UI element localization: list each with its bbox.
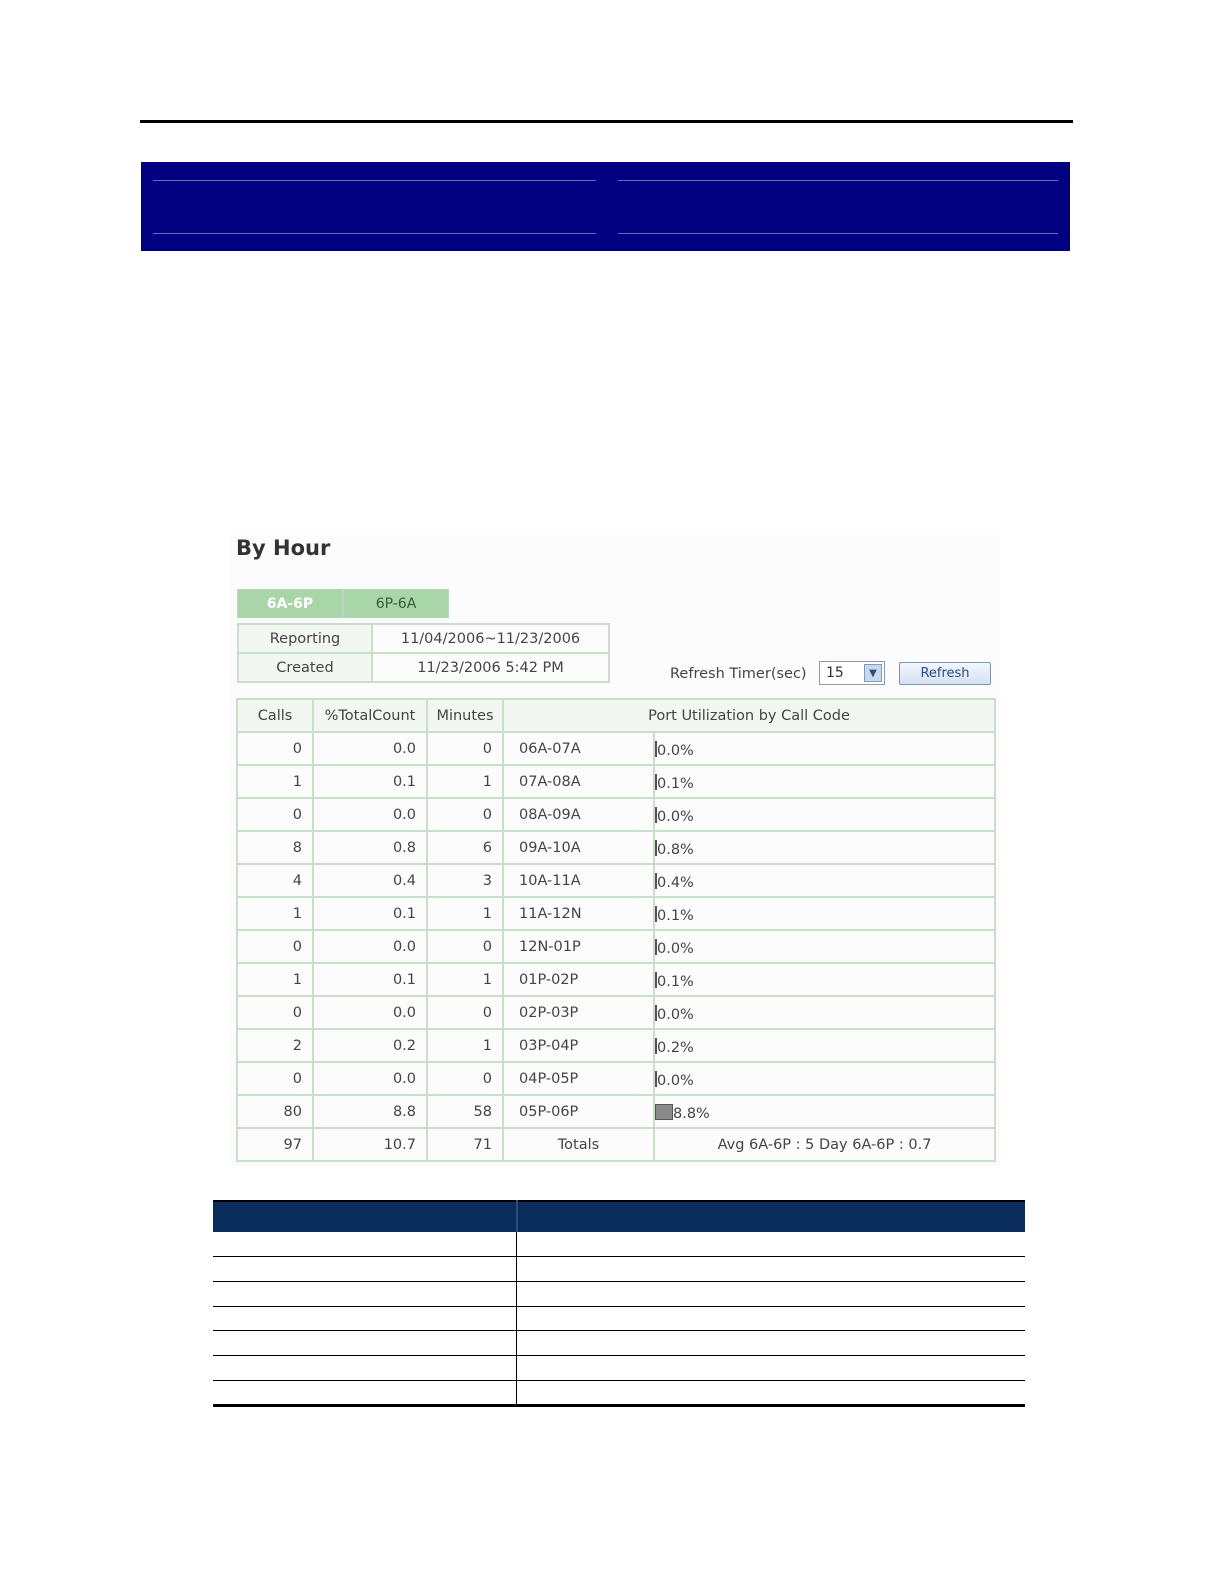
refresh-button[interactable]: Refresh [899, 662, 991, 685]
table-row [237, 897, 995, 930]
created-value: 11/23/2006 5:42 PM [372, 653, 609, 682]
spec-row-line [213, 1355, 1025, 1356]
cell-call-code: 04P-05P [503, 1062, 654, 1095]
table-header-row [237, 699, 995, 732]
cell-utilization [654, 930, 995, 963]
table-row [237, 798, 995, 831]
utilization-text: 0.1% [657, 973, 694, 990]
cell-call-code: 03P-04P [503, 1029, 654, 1062]
cell-call-code: 02P-03P [503, 996, 654, 1029]
table-row [237, 732, 995, 765]
utilization-text: 0.0% [657, 940, 694, 957]
cell-calls: 1 [237, 897, 313, 930]
cell-calls: 80 [237, 1095, 313, 1128]
header-banner [141, 162, 1070, 251]
cell-call-code: 05P-06P [503, 1095, 654, 1128]
spec-row-line [213, 1281, 1025, 1282]
cell-utilization [654, 996, 995, 1029]
banner-line [153, 180, 596, 181]
totals-minutes: 71 [427, 1128, 503, 1161]
header-minutes: Minutes [427, 699, 503, 732]
utilization-text: 0.8% [657, 841, 694, 858]
tab-6p-6a[interactable]: 6P-6A [343, 589, 449, 618]
cell-pct-total: 0.4 [313, 864, 427, 897]
cell-utilization [654, 897, 995, 930]
spec-header-divider [516, 1200, 518, 1232]
report-info-table [237, 623, 610, 683]
cell-utilization [654, 798, 995, 831]
table-row [237, 996, 995, 1029]
cell-minutes: 0 [427, 732, 503, 765]
cell-utilization [654, 1095, 995, 1128]
cell-utilization [654, 864, 995, 897]
banner-line [618, 233, 1058, 234]
cell-calls: 0 [237, 798, 313, 831]
cell-call-code: 08A-09A [503, 798, 654, 831]
utilization-text: 0.0% [657, 1006, 694, 1023]
tab-6a-6p[interactable]: 6A-6P [237, 589, 343, 618]
refresh-timer-label: Refresh Timer(sec) [670, 666, 807, 682]
cell-calls: 4 [237, 864, 313, 897]
cell-call-code: 12N-01P [503, 930, 654, 963]
banner-line [153, 233, 596, 234]
utilization-text: 0.0% [657, 808, 694, 825]
utilization-text: 0.2% [657, 1039, 694, 1056]
cell-minutes: 58 [427, 1095, 503, 1128]
spec-table-header [213, 1200, 1025, 1232]
refresh-timer-select[interactable] [819, 661, 885, 685]
cell-minutes: 1 [427, 897, 503, 930]
totals-pct: 10.7 [313, 1128, 427, 1161]
chevron-down-icon[interactable]: ▼ [864, 664, 882, 682]
reporting-value: 11/04/2006~11/23/2006 [372, 624, 609, 653]
cell-pct-total: 0.8 [313, 831, 427, 864]
cell-utilization [654, 732, 995, 765]
table-row [237, 864, 995, 897]
utilization-text: 0.0% [657, 1072, 694, 1089]
utilization-text: 8.8% [673, 1105, 710, 1122]
cell-pct-total: 0.0 [313, 1062, 427, 1095]
info-row-created [238, 653, 609, 682]
table-row [237, 930, 995, 963]
cell-calls: 8 [237, 831, 313, 864]
cell-calls: 0 [237, 930, 313, 963]
cell-pct-total: 0.0 [313, 798, 427, 831]
table-row [237, 963, 995, 996]
cell-pct-total: 0.1 [313, 963, 427, 996]
cell-pct-total: 0.1 [313, 765, 427, 798]
cell-call-code: 06A-07A [503, 732, 654, 765]
cell-minutes: 0 [427, 798, 503, 831]
cell-call-code: 01P-02P [503, 963, 654, 996]
utilization-text: 0.1% [657, 907, 694, 924]
spec-table [213, 1200, 1025, 1407]
cell-calls: 0 [237, 996, 313, 1029]
totals-label: Totals [503, 1128, 654, 1161]
cell-pct-total: 0.0 [313, 732, 427, 765]
cell-pct-total: 0.1 [313, 897, 427, 930]
cell-utilization [654, 1029, 995, 1062]
cell-utilization [654, 765, 995, 798]
cell-pct-total: 0.0 [313, 930, 427, 963]
cell-calls: 1 [237, 765, 313, 798]
cell-utilization [654, 1062, 995, 1095]
cell-minutes: 3 [427, 864, 503, 897]
refresh-timer-value: 15 [826, 665, 844, 681]
cell-minutes: 0 [427, 1062, 503, 1095]
totals-summary: Avg 6A-6P : 5 Day 6A-6P : 0.7 [654, 1128, 995, 1161]
info-row-reporting [238, 624, 609, 653]
cell-minutes: 1 [427, 765, 503, 798]
totals-calls: 97 [237, 1128, 313, 1161]
section-title: By Hour [236, 536, 331, 560]
table-row [237, 1029, 995, 1062]
cell-calls: 2 [237, 1029, 313, 1062]
utilization-text: 0.4% [657, 874, 694, 891]
cell-calls: 0 [237, 732, 313, 765]
banner-line [618, 180, 1058, 181]
utilization-text: 0.1% [657, 775, 694, 792]
cell-minutes: 1 [427, 963, 503, 996]
cell-minutes: 0 [427, 996, 503, 1029]
utilization-bar [655, 1104, 673, 1120]
cell-minutes: 1 [427, 1029, 503, 1062]
created-label: Created [238, 653, 372, 682]
cell-pct-total: 0.0 [313, 996, 427, 1029]
spec-row-line [213, 1330, 1025, 1331]
table-row [237, 765, 995, 798]
cell-calls: 1 [237, 963, 313, 996]
utilization-text: 0.0% [657, 742, 694, 759]
header-calls: Calls [237, 699, 313, 732]
spec-row-line [213, 1380, 1025, 1381]
totals-row [237, 1128, 995, 1161]
spec-row-line [213, 1306, 1025, 1307]
cell-utilization [654, 963, 995, 996]
cell-pct-total: 8.8 [313, 1095, 427, 1128]
table-row [237, 831, 995, 864]
cell-call-code: 10A-11A [503, 864, 654, 897]
header-port-utilization: Port Utilization by Call Code [503, 699, 995, 732]
reporting-label: Reporting [238, 624, 372, 653]
hourly-table [236, 698, 996, 1162]
spec-row-line [213, 1256, 1025, 1257]
spec-bottom-rule [213, 1404, 1025, 1407]
cell-pct-total: 0.2 [313, 1029, 427, 1062]
cell-minutes: 0 [427, 930, 503, 963]
top-rule [140, 120, 1073, 123]
cell-minutes: 6 [427, 831, 503, 864]
cell-call-code: 09A-10A [503, 831, 654, 864]
table-row [237, 1062, 995, 1095]
cell-utilization [654, 831, 995, 864]
cell-calls: 0 [237, 1062, 313, 1095]
header-pct-total: %TotalCount [313, 699, 427, 732]
cell-call-code: 07A-08A [503, 765, 654, 798]
cell-call-code: 11A-12N [503, 897, 654, 930]
table-row [237, 1095, 995, 1128]
